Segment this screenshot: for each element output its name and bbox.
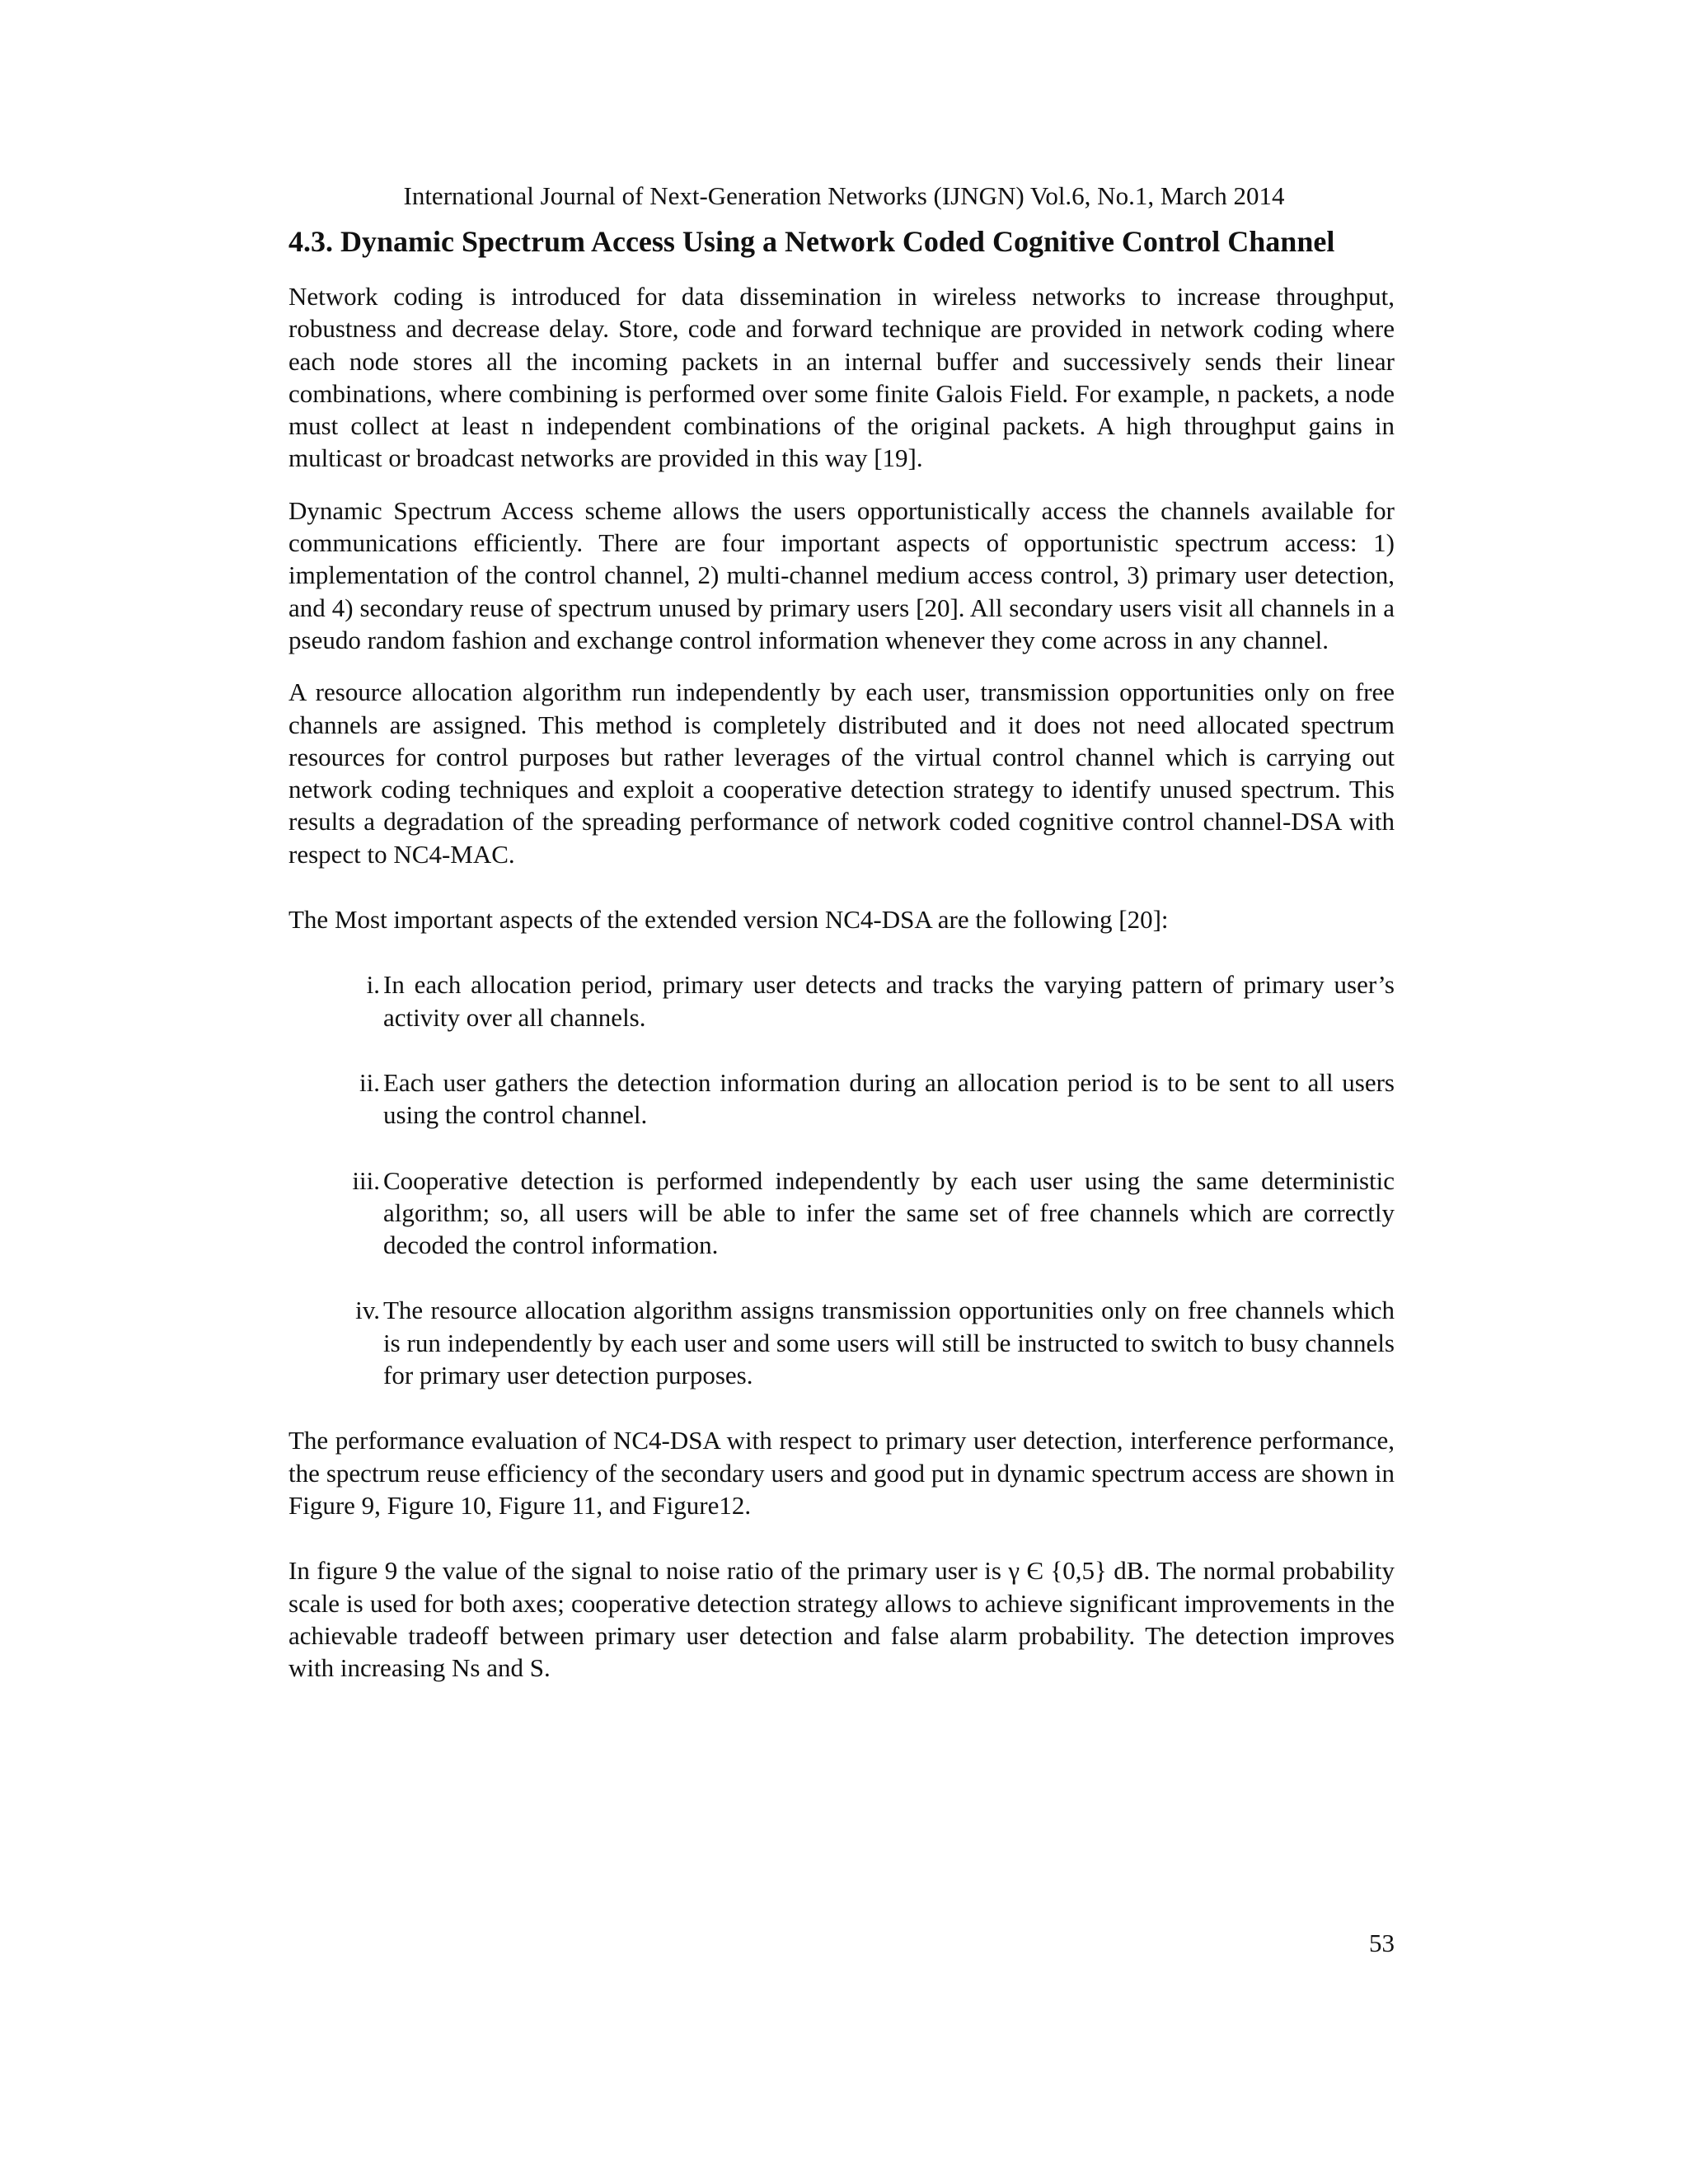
list-item-text: The resource allocation algorithm assigns transmission opportunities only on free channels which is run independently by each user and some users will still be instructed to switch to busy channels for primary user detection purposes. [383,1296,1395,1390]
list-item [288,968,1395,1033]
paragraph-figure-9: In figure 9 the value of the signal to noise ratio of the primary user is γ Є {0,5} dB. The normal probability scale is used for both axes; cooperative detection strategy allows to achieve significant improvements in the achievable tradeoff between primary user detection and false alarm probability. The detection improves with increasing Ns and S. [288,1556,1395,1683]
list-item-text: In each allocation period, primary user detects and tracks the varying pattern of primary user’s activity over all channels. [383,970,1395,1032]
list-item-number: i. [366,970,380,1000]
list-item-text: Cooperative detection is performed independently by each user using the same deterministic algorithm; so, all users will be able to infer the same set of free channels which are correctly decoded the control information. [383,1165,1395,1260]
paragraph-performance-evaluation: The performance evaluation of NC4-DSA with respect to primary user detection, interference performance, the spectrum reuse efficiency of the secondary users and good put in dynamic spectrum access are shown in Figure 9, Figure 10, Figure 11, and Figure12. [288,1426,1395,1520]
list-item-number: ii. [359,1067,380,1097]
page-content [288,223,1395,1704]
paragraph-list-intro: The Most important aspects of the extended version NC4-DSA are the following [20]: [288,905,1169,935]
list-item [288,1294,1395,1391]
list-item [288,1066,1395,1132]
aspects-list [288,968,1395,1391]
journal-header: International Journal of Next-Generation Networks (IJNGN) Vol.6, No.1, March 2014 [403,181,1285,210]
paragraph-resource-allocation: A resource allocation algorithm run independently by each user, transmission opportunities only on free channels are assigned. This method is completely distributed and it does not need allocated spectrum resources for control purposes but rather leverages of the virtual control channel which is carrying out network coding techniques and exploit a cooperative detection strategy to identify unused spectrum. This results a degradation of the spreading performance of network coded cognitive control channel-DSA with respect to NC4-MAC. [288,677,1395,869]
list-item-number: iii. [352,1165,380,1195]
list-item [288,1165,1395,1262]
page-number: 53 [1369,1929,1395,1957]
list-item-text: Each user gathers the detection information during an allocation period is to be sent to all users using the control channel. [383,1067,1395,1130]
paragraph-network-coding: Network coding is introduced for data dissemination in wireless networks to increase throughput, robustness and decrease delay. Store, code and forward technique are provided in network coding where each node stores all the incoming packets in an internal buffer and successively sends their linear combinations, where combining is performed over some finite Galois Field. For example, n packets, a node must collect at least n independent combinations of the original packets. A high throughput gains in multicast or broadcast networks are provided in this way [19]. [288,282,1395,473]
section-title: 4.3. Dynamic Spectrum Access Using a Network Coded Cognitive Control Channel [288,225,1335,258]
list-item-number: iv. [355,1296,380,1325]
paragraph-dynamic-spectrum-access: Dynamic Spectrum Access scheme allows the users opportunistically access the channels available for communications efficiently. There are four important aspects of opportunistic spectrum access: 1) implementation of the control channel, 2) multi-channel medium access control, 3) primary user detection, and 4) secondary reuse of spectrum unused by primary users [20]. All secondary users visit all channels in a pseudo random fashion and exchange control information whenever they come across in any channel. [288,495,1395,654]
